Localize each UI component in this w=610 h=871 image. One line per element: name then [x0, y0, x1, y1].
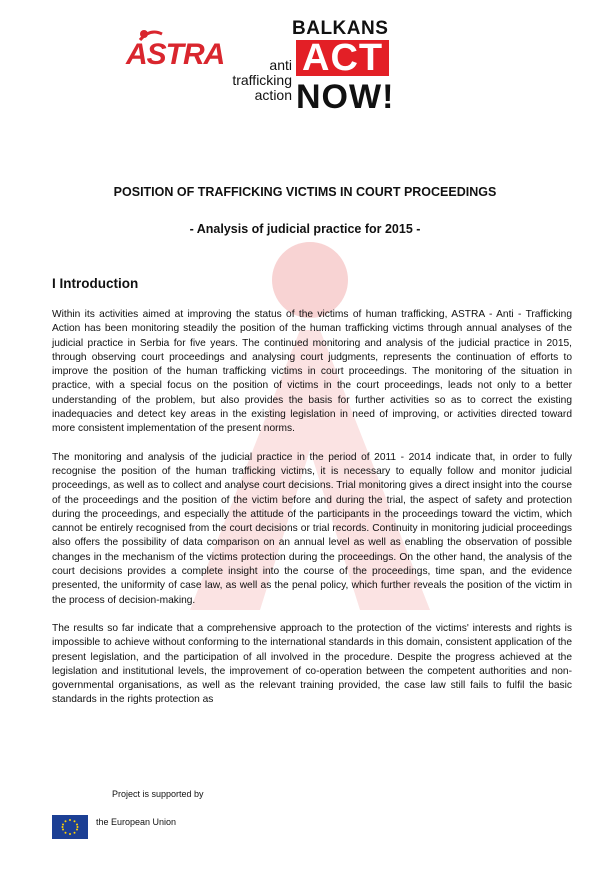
astra-subtitle-line: action: [254, 87, 292, 103]
paragraph: The results so far indicate that a comprehensive approach to the protection of the victims' interests and rights is impossible to achieve without conforming to the international standards in this domain, consistent application of the present legislation, and the participation of all involved in the procedure. Despite the progress achieved at the legislation and institutional levels, the improvement of co-operation between the competent authorities and non-governmental organisations, as well as the relevant training provided, the case law still fails to fulfil the basic standards in the rights protection as: [52, 622, 572, 706]
astra-subtitle-line: trafficking: [232, 72, 292, 88]
balkans-act-now-logo: [292, 18, 422, 118]
eu-flag-icon: [52, 815, 88, 839]
astra-logo-subtitle: [212, 58, 292, 103]
astra-logo: [120, 28, 292, 108]
document-title: POSITION OF TRAFFICKING VICTIMS IN COURT PROCEEDINGS: [113, 185, 497, 199]
paragraph: The monitoring and analysis of the judicial practice in the period of 2011 - 2014 indicate that, in order to fully recognise the position of the human trafficking victims, it is necessary to equally follow and monitor judicial proceedings, as well as to collect and analyse court decisions. Trial monitoring gives a direct insight into the course of the proceedings and the position of the victim before and during the trial, the aspect of safety and protection during the proceedings, and especially the attitude of the participants in the proceedings toward the victim, which cannot be entirely recognised from the court decisions or trial records. Continuity in monitoring judicial proceedings also offers the possibility of data comparison on an annual level as well as enabling the observation of possible changes in the mechanism of the victims protection during the proceedings. On the other hand, the analysis of the court decisions provides a complete insight into the course of the proceedings, time span, and the evidence presented, the uniformity of case law, as well as the penal policy, which further reveals the position of the victim in the process of decision-making.: [52, 451, 572, 606]
astra-subtitle-line: anti: [269, 57, 292, 73]
astra-logo-text: ASTRA: [126, 38, 225, 71]
supported-by-label: Project is supported by: [112, 789, 204, 799]
now-logo-text: NOW!: [296, 78, 395, 116]
funder-label: the European Union: [96, 817, 177, 827]
document-subtitle: - Analysis of judicial practice for 2015 -: [189, 222, 421, 236]
section-heading: I Introduction: [52, 276, 139, 291]
body-text: [52, 308, 572, 722]
act-logo-text: ACT: [296, 40, 389, 76]
balkans-logo-text: BALKANS: [292, 18, 389, 39]
paragraph: Within its activities aimed at improving the status of the victims of human trafficking, ASTRA - Anti - Trafficking Action has been monitoring steadily the position of the human trafficking victims through annual analyses of the judicial practice in Serbia for five years. The continued monitoring and analysis of the judicial practice in 2015, through observing court proceedings and analysing court judgments, represents the continuation of efforts to improve the position of the human trafficking victims in court proceedings. The monitoring of the situation in practice, with a special focus on the position of victims in the court proceedings, leads not only to a better understanding of the problem, but also provides the basis for further activities so as to correct the existing inadequacies and detect key areas in the existing legislation in need of improving, or activities directed toward more consistent implementation of the present norms.: [52, 309, 572, 435]
